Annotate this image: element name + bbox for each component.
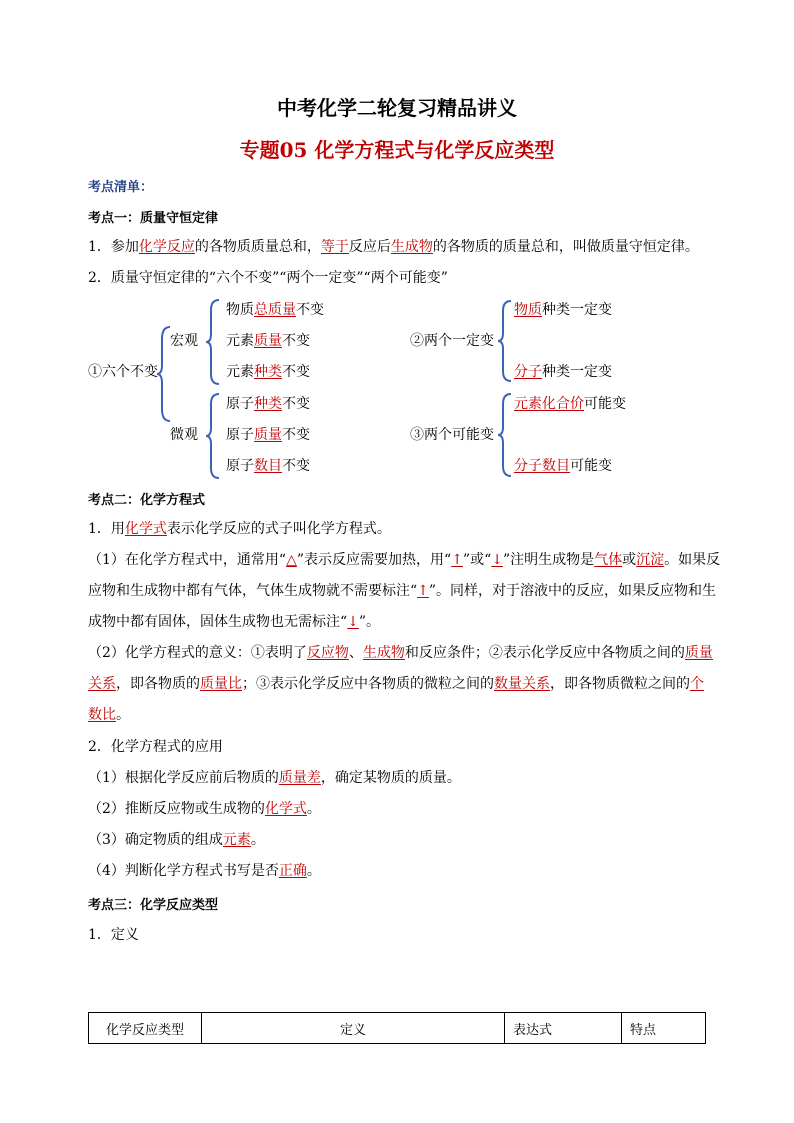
application-item: （4）判断化学方程式书写是否正确。 bbox=[88, 863, 321, 879]
micro-brace-icon bbox=[205, 392, 221, 480]
macro-label: 宏观 bbox=[170, 333, 198, 349]
table-header-cell: 化学反应类型 bbox=[89, 1013, 202, 1044]
six-unchanged-label: ①六个不变 bbox=[88, 364, 158, 380]
answer: 生成物 bbox=[390, 239, 433, 255]
point2-sub1-line: 应物和生成物中都有气体，气体生成物就不需要标注“↑”。同样，对于溶液中的反应，如果反应物和生 bbox=[88, 583, 717, 599]
point1-item2: 2．质量守恒定律的“六个不变”“两个一定变”“两个可能变” bbox=[88, 270, 448, 286]
may-change-brace-icon bbox=[497, 392, 513, 478]
must-change-item: 物质种类一定变 bbox=[514, 302, 612, 318]
may-change-label: ③两个可能变 bbox=[410, 427, 494, 443]
application-item: （2）推断反应物或生成物的化学式。 bbox=[88, 801, 321, 817]
micro-item: 原子种类不变 bbox=[226, 396, 310, 412]
must-change-item: 分子种类一定变 bbox=[514, 364, 612, 380]
point2-sub1-line: 成物中都有固体，固体生成物也无需标注“↓”。 bbox=[88, 614, 381, 630]
point2-item1: 1．用化学式表示化学反应的式子叫化学方程式。 bbox=[88, 521, 391, 537]
point2-item2: 2．化学方程式的应用 bbox=[88, 739, 223, 755]
answer: 等于 bbox=[320, 239, 349, 255]
point2-sub1-line: （1）在化学方程式中，通常用“△”表示反应需要加热，用“↑”或“↓”注明生成物是气体或沉淀。如果反 bbox=[88, 552, 721, 568]
document-subtitle: 专题05 化学方程式与化学反应类型 bbox=[239, 138, 555, 162]
point2-sub2-line: 关系，即各物质的质量比；③表示化学反应中各物质的微粒之间的数量关系，即各物质微粒之间的个 bbox=[88, 676, 704, 692]
table-header-cell: 定义 bbox=[202, 1013, 505, 1044]
micro-label: 微观 bbox=[170, 427, 198, 443]
point3-item1: 1．定义 bbox=[88, 927, 139, 943]
point2-sub2-line: （2）化学方程式的意义：①表明了反应物、生成物和反应条件；②表示化学反应中各物质之间的质量 bbox=[88, 645, 713, 661]
application-item: （1）根据化学反应前后物质的质量差，确定某物质的质量。 bbox=[88, 770, 461, 786]
must-change-brace-icon bbox=[497, 299, 513, 383]
macro-item: 物质总质量不变 bbox=[226, 302, 324, 318]
micro-item: 原子数目不变 bbox=[226, 458, 310, 474]
checklist-label: 考点清单： bbox=[88, 180, 154, 195]
may-change-item: 元素化合价可能变 bbox=[514, 396, 626, 412]
point2-heading: 考点二：化学方程式 bbox=[88, 493, 206, 508]
point1-item1: 1．参加化学反应的各物质质量总和，等于反应后生成物的各物质的质量总和，叫做质量守恒定律。 bbox=[88, 239, 699, 255]
point2-sub2-line: 数比。 bbox=[88, 707, 130, 723]
must-change-label: ②两个一定变 bbox=[410, 333, 494, 349]
table-header-cell: 表达式 bbox=[505, 1013, 622, 1044]
table-header-cell: 特点 bbox=[622, 1013, 706, 1044]
table-header-row bbox=[89, 1013, 706, 1044]
point1-heading: 考点一：质量守恒定律 bbox=[88, 211, 219, 226]
macro-item: 元素质量不变 bbox=[226, 333, 310, 349]
macro-item: 元素种类不变 bbox=[226, 364, 310, 380]
may-change-item: 分子数目可能变 bbox=[514, 458, 612, 474]
point3-heading: 考点三：化学反应类型 bbox=[88, 898, 219, 913]
micro-item: 原子质量不变 bbox=[226, 427, 310, 443]
application-item: （3）确定物质的组成元素。 bbox=[88, 832, 265, 848]
document-title: 中考化学二轮复习精品讲义 bbox=[277, 96, 517, 120]
reaction-types-table bbox=[88, 1012, 706, 1044]
macro-brace-icon bbox=[205, 298, 221, 386]
answer: 化学反应 bbox=[138, 239, 195, 255]
